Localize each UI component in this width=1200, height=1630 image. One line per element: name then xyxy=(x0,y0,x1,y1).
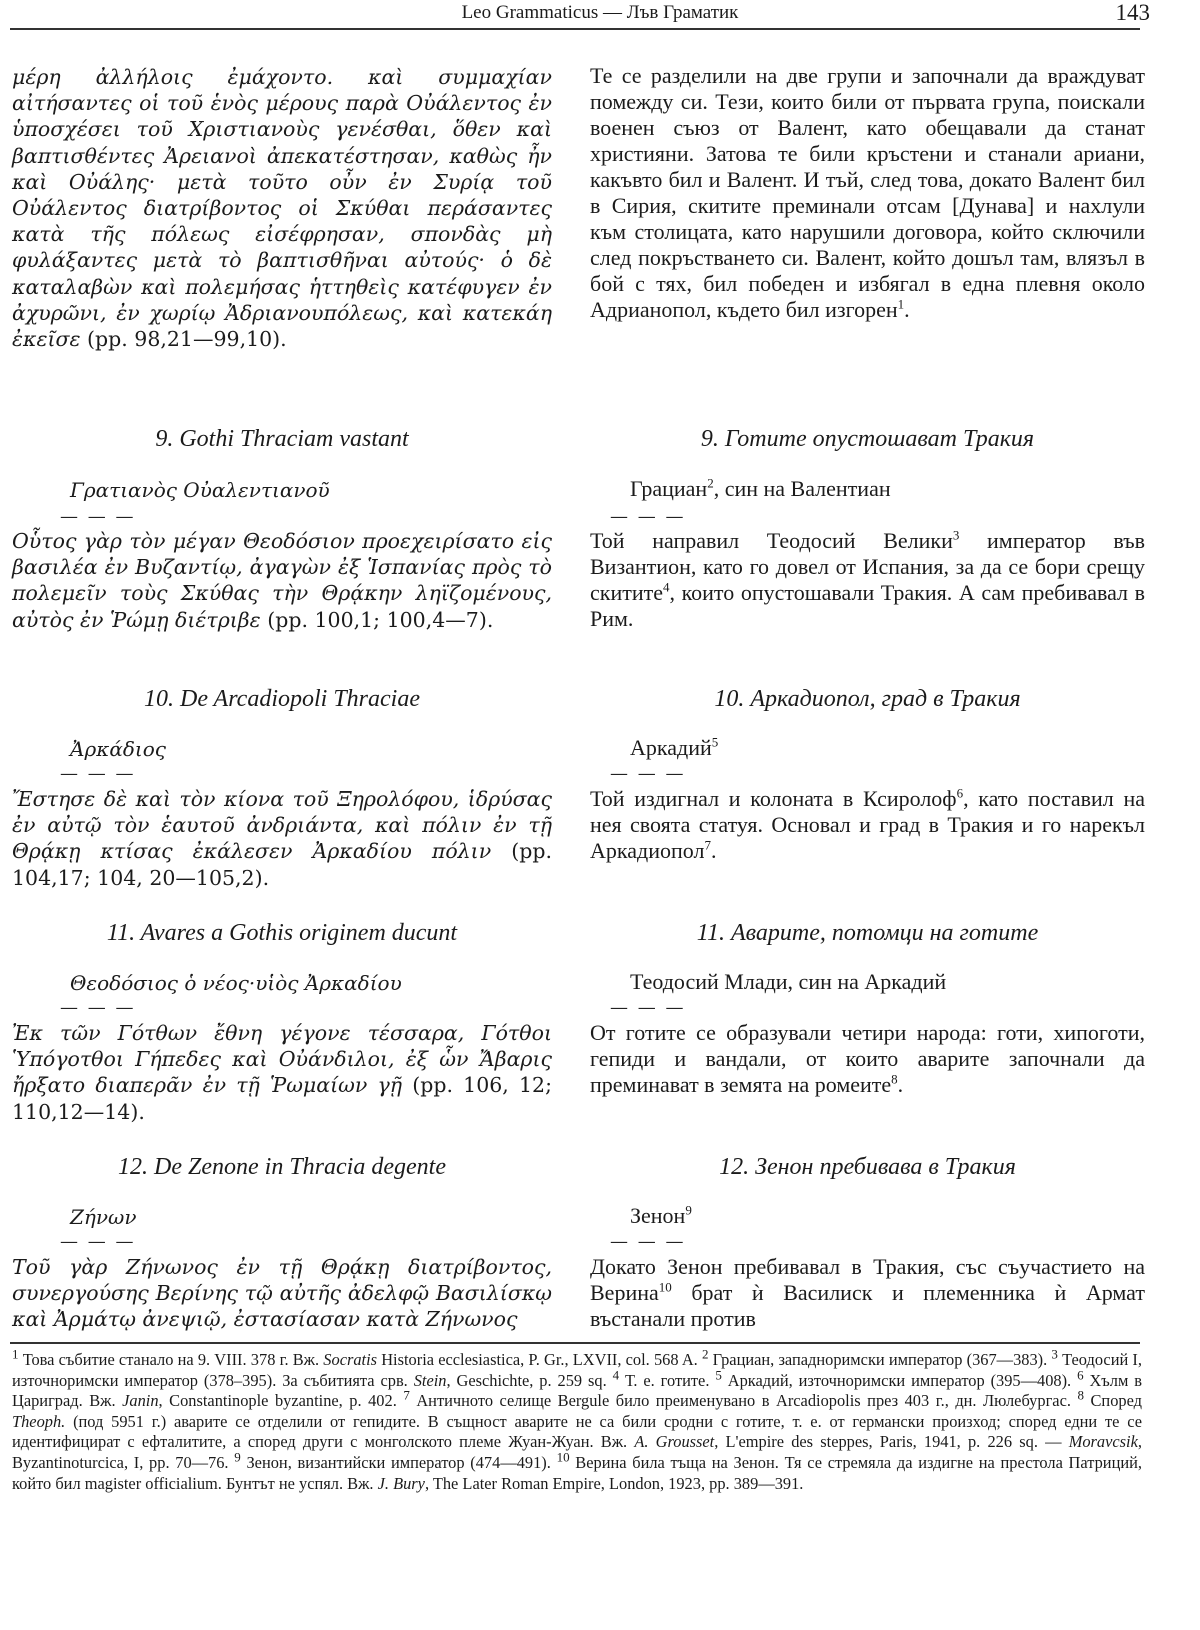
bg-text: Той издигнал и колоната в Ксиролоф$^6$, като поставил на нея своята статуя. Основал и град в Тракия и го нарекъл Аркадиопол$^7$. xyxy=(590,785,1145,863)
bg-text: Те се разделили на две групи и започнали да враждуват помежду си. Тези, които били от първата група, поискали военен съюз от Валент, като обещавали да станат християни. Затова те били кръстени и станали ариани, какъвто бил и Валент. И тъй, след това, докато Валент бил в Сирия, скитите преминали отсам [Дунава] и нахлули към столицата, като нарушили договора, който сключили след покръстването си. Валент, който дошъл там, влязъл в бой с тях, бил победен и избягал в една плевня около Адрианопол, където бил изгорен$^1$. xyxy=(590,63,1145,322)
greek-ref: (pp. 98,21—99,10). xyxy=(87,327,287,352)
section-12-bg-name: Зенон$^9$ xyxy=(630,1202,692,1228)
section-10-greek-dashes: — — — xyxy=(60,763,136,784)
bg-text: Докато Зенон пребивавал в Тракия, със съучастието на Верина$^{10}$ брат ѝ Василиск и племенника ѝ Армат въстанали против xyxy=(590,1254,1145,1331)
header-rule xyxy=(10,28,1140,30)
section-11-latin-title: 11. Avares a Gothis originem ducunt xyxy=(106,920,458,946)
section-9-bg-dashes: — — — xyxy=(610,506,686,527)
greek-text: Οὗτος γὰρ τὸν μέγαν Θεοδόσιον προεχειρίσατο εἰς βασιλέα ἐν Βυζαντίῳ, ἀγαγὼν ἐξ Ἱσπανίας πρὸς τὸ πολεμεῖν τοὺς Σκύθας τὴν Θρᾴκην ληϊζομένους, αὐτὸς ἐν Ῥώμῃ διέτριβε (pp. 100,1; 100,4—7). xyxy=(12,529,552,632)
section-10-latin-title: 10. De Arcadiopoli Thraciae xyxy=(144,686,420,712)
section-10-greek-block xyxy=(12,786,552,891)
footnote-rule xyxy=(10,1342,1140,1344)
section-9-bg-block xyxy=(590,528,1145,632)
section-11-greek-block xyxy=(12,1020,552,1125)
page-number: 143 xyxy=(1115,0,1150,25)
section-9-bg-name: Грациан$^2$, син на Валентиан xyxy=(630,475,891,501)
running-header xyxy=(0,0,1200,30)
section-9-latin-title: 9. Gothi Thraciam vastant xyxy=(155,426,409,452)
section-11-bg-dashes: — — — xyxy=(610,997,686,1018)
bg-text: Той направил Теодосий Велики$^3$ император във Византион, като го довел от Испания, за да се бори срещу скитите$^4$, които опустошавали Тракия. А сам пребивавал в Рим. xyxy=(590,527,1146,631)
section-10-bg-title: 10. Аркадиопол, град в Тракия xyxy=(714,686,1021,712)
greek-text: μέρη ἀλλήλοις ἐμάχοντο. καὶ συμμαχίαν αἰτήσαντες οἱ τοῦ ἑνὸς μέρους παρὰ Οὐάλεντος ἐν ὑποσχέσει τοῦ Χριστιανοὺς γενέσθαι, ὅθεν καὶ βαπτισθέντες Ἀρειανοὶ ἀπεκατέστησαν, καθὼς ἦν καὶ Οὐάλης· μετὰ τοῦτο οὖν ἐν Συρίᾳ τοῦ Οὐάλεντος διατρίβοντος οἱ Σκύθαι περάσαντες κατὰ τῆς πόλεως εἰσέφρησαν, σπονδὰς μὴ φυλάξαντες μετὰ τὸ βαπτισθῆναι αὐτούς· ὁ δὲ καταλαβὼν καὶ πολεμήσας ἡττηθεὶς κατέφυγεν ἐν ἀχυρῶνι, ἐν χωρίῳ Ἀδριανουπόλεως, καὶ κατεκάη ἐκεῖσε (pp. 98,21—99,10). xyxy=(12,65,552,352)
section-11-bg-name: Теодосий Млади, син на Аркадий xyxy=(630,969,947,994)
section-9-greek-name: Γρατιανὸς Οὐαλεντιανοῦ xyxy=(70,478,330,502)
section-9-bg-title: 9. Готите опустошават Тракия xyxy=(700,426,1035,452)
section-12-latin-title: 12. De Zenone in Thracia degente xyxy=(118,1154,446,1180)
section-11-bg-title: 11. Аварите, потомци на готите xyxy=(696,920,1039,946)
top-greek-block xyxy=(12,64,552,352)
section-11-greek-name: Θεοδόσιος ὁ νέος·υἱὸς Ἀρκαδίου xyxy=(70,971,402,995)
section-11-bg-block xyxy=(590,1020,1145,1098)
bg-text: От готите се образували четири народа: готи, хипоготи, гепиди и вандали, от които аварите започнали да преминават в земята на ромеите$^8$. xyxy=(590,1020,1145,1097)
section-10-bg-name: Аркадий$^5$ xyxy=(630,734,719,760)
greek-text: Τοῦ γὰρ Ζήνωνος ἐν τῇ Θρᾴκῃ διατρίβοντος, συνεργούσης Βερίνης τῷ αὐτῆς ἀδελφῷ Βασιλίσκῳ καὶ Ἀρμάτῳ ἀνεψιῷ, ἐστασίασαν κατὰ Ζήνωνος xyxy=(12,1255,552,1332)
top-bg-block xyxy=(590,63,1145,323)
section-12-bg-block xyxy=(590,1254,1145,1332)
section-9-greek-block xyxy=(12,528,552,633)
greek-text: Ἔστησε δὲ καὶ τὸν κίονα τοῦ Ξηρολόφου, ἱδρύσας ἐν αὐτῷ τὸν ἑαυτοῦ ἀνδριάντα, καὶ πόλιν ἐν τῇ Θρᾴκῃ κτίσας ἐκάλεσεν Ἀρκαδίου πόλιν (pp. 104,17; 104, 20—105,2). xyxy=(12,787,552,890)
section-9-greek-dashes: — — — xyxy=(60,506,136,527)
section-11-greek-dashes: — — — xyxy=(60,997,136,1018)
section-12-bg-dashes: — — — xyxy=(610,1231,686,1252)
section-10-bg-dashes: — — — xyxy=(610,763,686,784)
section-10-bg-block xyxy=(590,786,1145,864)
section-12-greek-block xyxy=(12,1254,552,1333)
footnotes: $^1$ Това събитие станало на 9. VIII. 378 г. Вж. Socratis Historia ecclesiastica, P. Gr., LXVII, col. 568 A. $^2$ Грациан, западноримски император (367—383). $^3$ Теодосий I, източноримски император (378–395). За събитията срв. Stein, Geschichte, p. 259 sq. $^4$ Т. е. готите. $^5$ Аркадий, източноримски император (395—408). $^6$ Хълм в Цариград. Вж. Janin, Constantinople byzantine, p. 402. $^7$ Античното селище Bergule било преименувано в Arcadiopolis през 403 г., дн. Люлебургас. $^8$ Според Theoph. (под 5951 г.) аварите се отделили от гепидите. В същност аварите не са били сродни с готите, т. е. от германски произход; според едни те се идентифицират с ефталитите, а според други с монголското племе Жуан-Жуан. Вж. A. Grousset, L'empire des steppes, Paris, 1941, p. 226 sq. — Moravcsik, Byzantinoturcica, I, pp. 70—76. $^9$ Зенон, византийски император (474—491). $^{10}$ Верина била тъща на Зенон. Тя се стремяла да издигне на престола Патриций, който бил magister officialium. Бунтът не успял. Вж. J. Bury, The Later Roman Empire, London, 1923, pp. 389—391. xyxy=(12,1346,1142,1493)
section-12-greek-name: Ζήνων xyxy=(70,1205,137,1229)
greek-text: Ἐκ τῶν Γότθων ἔθνη γέγονε τέσσαρα, Γότθοι Ὑπόγοτθοι Γήπεδες καὶ Οὐάνδιλοι, ἐξ ὧν Ἄβαρις ἤρξατο διαπερᾶν ἐν τῇ Ῥωμαίων γῇ (pp. 106, 12; 110,12—14). xyxy=(12,1021,552,1124)
section-12-bg-title: 12. Зенон пребивава в Тракия xyxy=(719,1154,1016,1180)
running-title: Leo Grammaticus — Лъв Граматик xyxy=(461,2,739,23)
section-10-greek-name: Ἀρκάδιος xyxy=(70,737,166,761)
section-12-greek-dashes: — — — xyxy=(60,1231,136,1252)
